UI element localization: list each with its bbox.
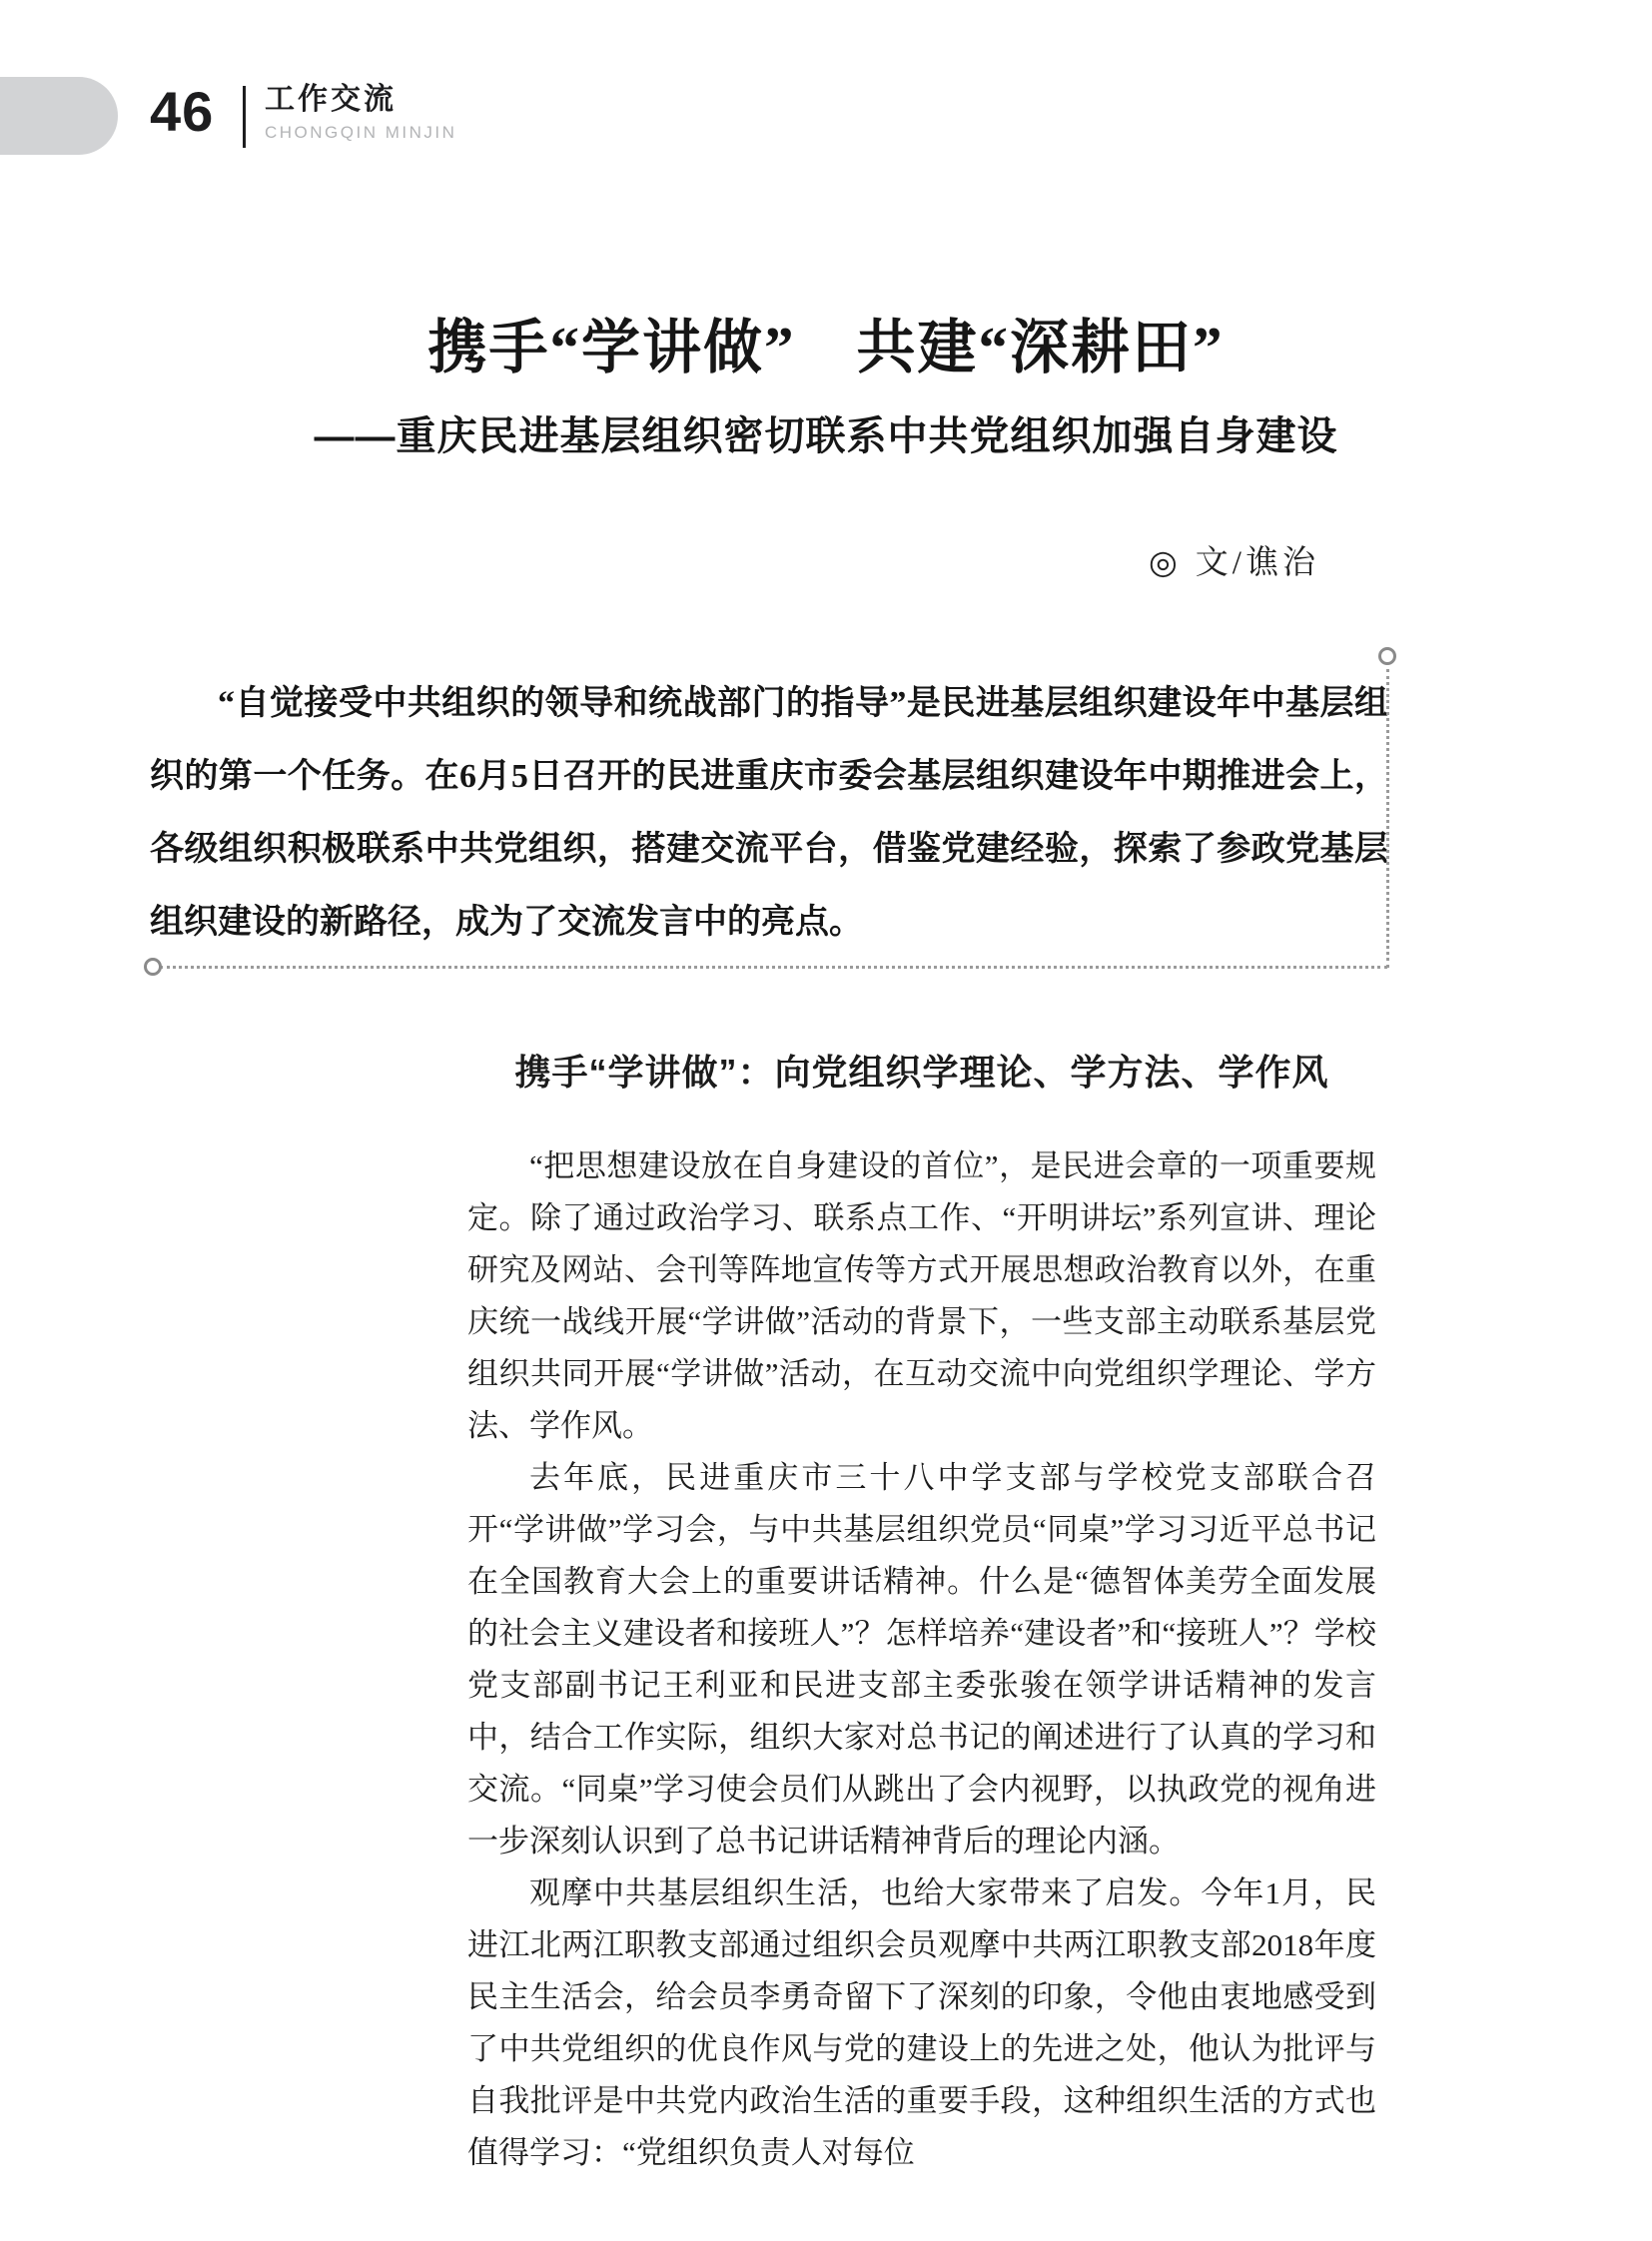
byline xyxy=(1149,536,1319,583)
body-paragraph: “把思想建设放在自身建设的首位”，是民进会章的一项重要规定。除了通过政治学习、联系点工作、“开明讲坛”系列宣讲、理论研究及网站、会刊等阵地宣传等方式开展思想政治教育以外，在重庆统一战线开展“学讲做”活动的背景下，一些支部主动联系基层党组织共同开展“学讲做”活动，在互动交流中向党组织学理论、学方法、学作风。 xyxy=(467,1148,1376,1443)
byline-circle-icon: ◎ xyxy=(1149,545,1182,581)
dotted-line-vertical xyxy=(1386,669,1389,968)
section-name-pinyin: CHONGQIN MINJIN xyxy=(265,123,457,142)
ring-icon-top-right xyxy=(1378,647,1396,665)
ring-icon-bottom-left xyxy=(144,958,162,976)
body-paragraph: 观摩中共基层组织生活，也给大家带来了启发。今年1月，民进江北两江职教支部通过组织会员观摩中共两江职教支部2018年度民主生活会，给会员李勇奇留下了深刻的印象，令他由衷地感受到了中共党组织的优良作风与党的建设上的先进之处，他认为批评与自我批评是中共党内政治生活的重要手段，这种组织生活的方式也值得学习：“党组织负责人对每位 xyxy=(467,1875,1376,2170)
section-heading: 携手“学讲做”：向党组织学理论、学方法、学作风 xyxy=(514,1052,1329,1093)
article-body xyxy=(467,1140,1376,2179)
article-title: 携手“学讲做” 共建“深耕田” xyxy=(427,315,1225,380)
lede-paragraph: “自觉接受中共组织的领导和统战部门的指导”是民进基层组织建设年中基层组织的第一个任务。在6月5日召开的民进重庆市委会基层组织建设年中期推进会上，各级组织积极联系中共党组织，搭建交流平台，借鉴党建经验，探索了参政党基层组织建设的新路径，成为了交流发言中的亮点。 xyxy=(150,685,1388,941)
byline-author: 文/谯治 xyxy=(1195,545,1319,581)
article-subtitle: ——重庆民进基层组织密切联系中共党组织加强自身建设 xyxy=(314,414,1338,458)
article-lede xyxy=(150,667,1388,959)
section-name: 工作交流 xyxy=(265,83,397,116)
body-paragraph: 去年底，民进重庆市三十八中学支部与学校党支部联合召开“学讲做”学习会，与中共基层组织党员“同桌”学习习近平总书记在全国教育大会上的重要讲话精神。什么是“德智体美劳全面发展的社会主义建设者和接班人”？怎样培养“建设者”和“接班人”？学校党支部副书记王利亚和民进支部主委张骏在领学讲话精神的发言中，结合工作实际，组织大家对总书记的阐述进行了认真的学习和交流。“同桌”学习使会员们从跳出了会内视野，以执政党的视角进一步深刻认识到了总书记讲话精神背后的理论内涵。 xyxy=(467,1460,1376,1859)
dotted-line-horizontal xyxy=(160,966,1387,969)
header-divider xyxy=(243,86,246,148)
page-corner-pill xyxy=(0,77,118,155)
page-number: 46 xyxy=(150,80,215,143)
